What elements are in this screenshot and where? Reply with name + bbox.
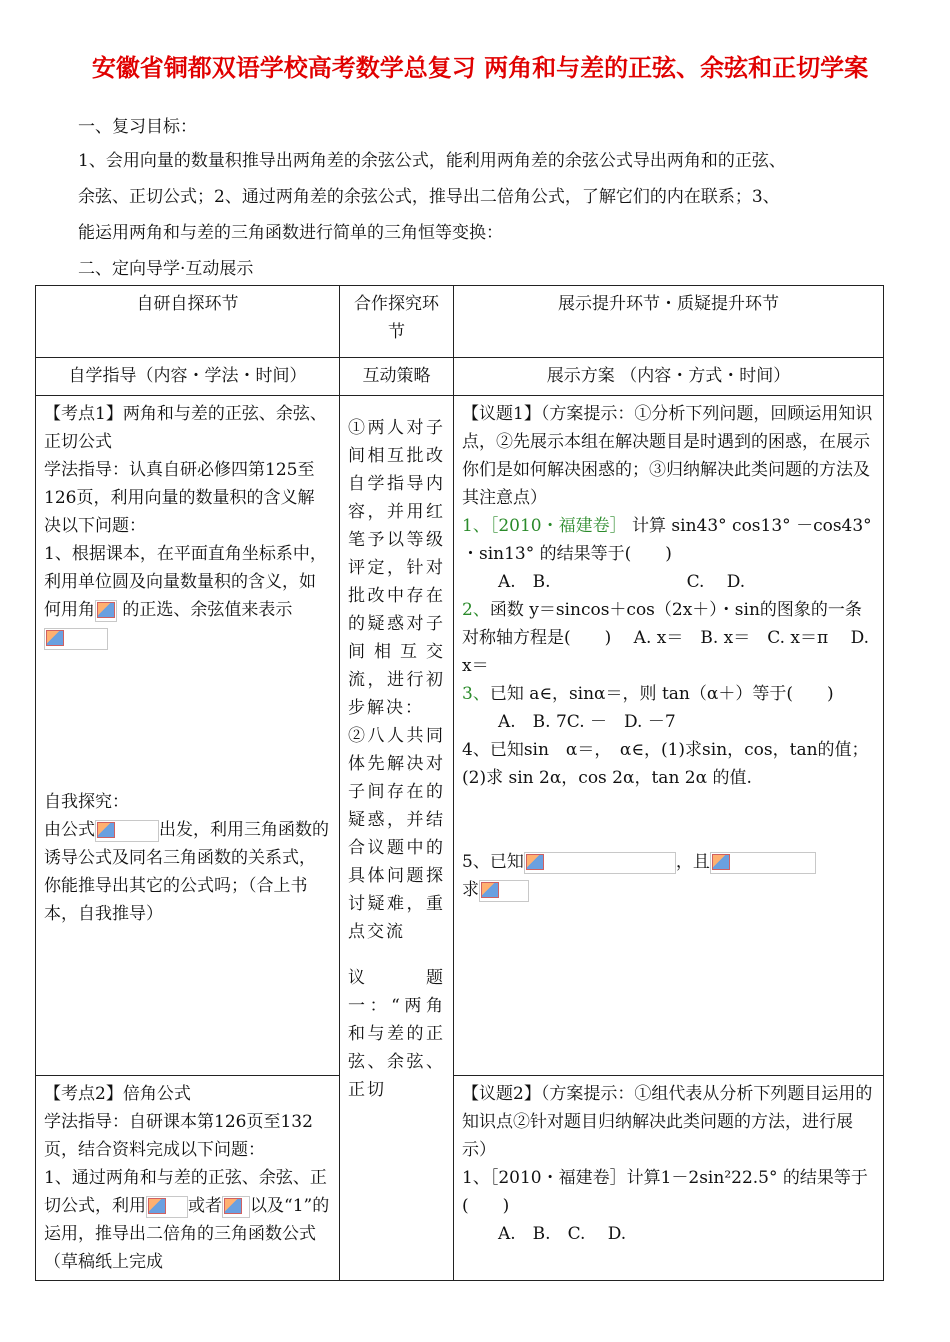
q2-number: 2、 [462,600,490,620]
topic2-q1: 1、［2010・福建卷］计算1－2sin²22.5° 的结果等于( ) [462,1168,868,1216]
left-cell-top [36,396,340,1076]
col1-subheader: 自学指导（内容・学法・时间） [36,358,340,396]
formula-image-icon [479,880,529,902]
formula-image-icon [44,628,108,650]
right-cell-top [454,396,884,1076]
q1-text: 计算 sin43° cos13° －cos43° ・sin13° 的结果等于( ) [462,516,872,564]
kp1-q1-text-a: 1、根据课本，在平面直角坐标系中，利用单位圆及向量数量积的含义，如何用角 [44,544,327,620]
kp2-q1-text-a: 1、通过两角和与差的正弦、余弦、正切公式，利用 [44,1168,327,1216]
formula-image-icon [524,852,676,874]
kp2-title: 【考点2】倍角公式 [44,1084,191,1104]
topic2-intro: 【议题2】（方案提示：①组代表从分析下列题目运用的知识点②针对题目归纳解决此类问题的方法，进行展示） [462,1084,873,1160]
kp1-method: 学法指导：认真自研必修四第125至126页，利用向量的数量积的含义解决以下问题： [44,460,315,536]
self-explore-label: 自我探究： [44,792,129,812]
formula-image-icon [95,820,159,842]
goal-line-3: 能运用两角和与差的三角函数进行简单的三角恒等变换： [78,223,503,243]
section1-heading: 一、复习目标： [78,117,197,137]
page-title: 安徽省铜都双语学校高考数学总复习 两角和与差的正弦、余弦和正切学案 [91,54,869,82]
kp2-method: 学法指导：自研课本第126页至132页，结合资料完成以下问题： [44,1112,313,1160]
q3-number: 3、 [462,684,490,704]
formula-image-icon [710,852,816,874]
q2-text: 函数 y＝sincos＋cos（2x＋）・sin的图象的一条对称轴方程是( ) A. x＝ B. x＝ C. x＝π D. x＝ [462,600,870,676]
formula-image-icon [222,1196,250,1218]
strategy-1: ①两人对子间相互批改自学指导内容，并用红笔予以等级评定，针对批改中存在的疑惑对子间相互交流，进行初步解决： [348,418,445,718]
right-cell-bottom [454,1076,884,1281]
q1-source: 1、［2010・福建卷］ [462,516,627,536]
topic1-q1-options: A. B. C. D. [498,572,746,592]
topic1-q5 [462,848,875,876]
goal-line-2: 余弦、正切公式；2、通过两角差的余弦公式，推导出二倍角公式，了解它们的内在联系；3、 [78,187,780,207]
explore-text-b: 出发，利用三角函数的诱导公式及同名三角函数的关系式，你能推导出其它的公式吗；（合上书本，自我推导） [44,820,329,924]
formula-image-icon [95,600,117,622]
col2-subheader: 互动策略 [340,358,454,396]
kp1-title: 【考点1】两角和与差的正弦、余弦、正切公式 [44,404,327,452]
topic1-q1 [462,512,875,568]
middle-cell [340,396,454,1281]
kp2-q1-text-c: 以及“1”的运用，推导出二倍角的三角函数公式（草稿纸上完成 [44,1196,330,1272]
strategy-2: ②八人共同体先解决对子间存在的疑惑，并结合议题中的具体问题探讨疑难，重点交流 [348,726,445,942]
topic1-q2 [462,596,875,680]
topic1-intro: 【议题1】（方案提示：①分析下列问题，回顾运用知识点，②先展示本组在解决题目是时遇到的困惑，在展示你们是如何解决困惑的；③归纳解决此类问题的方法及其注意点） [462,404,873,508]
kp2-question-1 [44,1164,331,1276]
q5-text-c: 求 [462,880,479,900]
col1-header: 自研自探环节 [36,286,340,358]
section2-heading: 二、定向导学·互动展示 [78,259,254,279]
strategy-3: 议题一：“两角和与差的正弦、余弦、正切 [348,968,445,1100]
col2-header: 合作探究环节 [340,286,454,358]
topic1-q3 [462,680,875,708]
q3-text: 已知 a∈，sinα＝，则 tan（α＋）等于( ) [489,684,834,704]
col3-header: 展示提升环节・质疑提升环节 [454,286,884,358]
q5-text-a: 5、已知 [462,852,524,872]
self-explore-text [44,816,331,928]
left-cell-bottom [36,1076,340,1281]
study-table [35,285,884,1281]
kp2-q1-text-b: 或者 [188,1196,222,1216]
explore-text-a: 由公式 [44,820,95,840]
kp1-q1-text-b: 的正选、余弦值来表示 [122,600,293,620]
topic2-q1-options: A. B. C. D. [498,1224,627,1244]
topic1-q3-options: A. B. 7C. － D. －7 [498,712,676,732]
topic1-q5-ask [462,876,875,904]
col3-subheader: 展示方案 （内容・方式・时间） [454,358,884,396]
formula-image-icon [146,1196,188,1218]
topic1-q4: 4、已知sin α＝， α∈，(1)求sin，cos，tan的值；(2)求 sin 2α，cos 2α，tan 2α 的值. [462,740,869,788]
goal-line-1: 1、会用向量的数量积推导出两角差的余弦公式，能利用两角差的余弦公式导出两角和的正弦、 [78,151,786,171]
kp1-question-1 [44,540,331,652]
q5-text-b: ，且 [675,852,710,872]
